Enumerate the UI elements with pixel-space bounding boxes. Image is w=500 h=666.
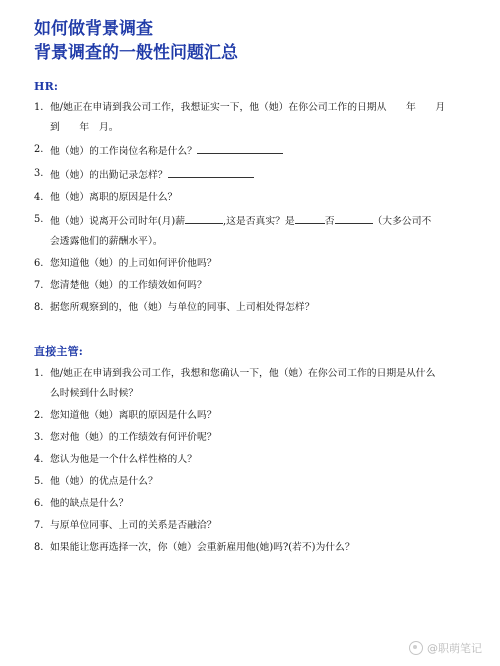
question-number: 7. xyxy=(34,280,44,291)
question-text: 您认为他是一个什么样性格的人？ xyxy=(50,454,197,465)
question-text-continued: 到 年 月。 xyxy=(50,122,119,133)
question-number: 1. xyxy=(34,368,44,379)
list-item xyxy=(34,519,466,533)
list-item xyxy=(34,143,466,159)
question-text: 他（她）的优点是什么？ xyxy=(50,476,158,487)
list-item xyxy=(34,167,466,183)
answer-blank[interactable] xyxy=(168,167,254,178)
question-number: 3. xyxy=(34,168,44,179)
list-item xyxy=(34,497,466,511)
question-number: 6. xyxy=(34,258,44,269)
list-item xyxy=(34,453,466,467)
yes-blank[interactable] xyxy=(295,213,325,224)
question-number: 6. xyxy=(34,498,44,509)
list-item xyxy=(34,541,466,555)
list-item xyxy=(34,301,466,315)
question-text: （大多公司不 xyxy=(372,216,432,227)
question-text: 他（她）的出勤记录怎样？ xyxy=(50,170,168,181)
question-number: 8. xyxy=(34,302,44,313)
question-text: 他（她）离职的原因是什么？ xyxy=(50,192,178,203)
answer-blank[interactable] xyxy=(197,143,283,154)
list-item xyxy=(34,213,466,249)
question-number: 5. xyxy=(34,214,44,225)
document-subtitle: 背景调查的一般性问题汇总 xyxy=(34,43,238,63)
list-item xyxy=(34,431,466,445)
question-text: 据您所观察到的，他（她）与单位的同事、上司相处得怎样？ xyxy=(50,302,315,313)
question-number: 1. xyxy=(34,102,44,113)
list-item xyxy=(34,367,466,401)
question-number: 5. xyxy=(34,476,44,487)
question-text: 他（她）的工作岗位名称是什么？ xyxy=(50,146,197,157)
watermark xyxy=(409,640,482,656)
salary-blank[interactable] xyxy=(185,213,223,224)
section-label-hr: HR: xyxy=(34,80,59,93)
watermark-text: @职萌笔记 xyxy=(427,642,482,655)
list-item xyxy=(34,279,466,293)
question-number: 2. xyxy=(34,144,44,155)
list-item xyxy=(34,101,466,135)
question-text: 他的缺点是什么？ xyxy=(50,498,129,509)
question-list-hr xyxy=(34,101,466,315)
question-text-continued: 么时候到什么时候？ xyxy=(50,388,139,399)
question-number: 4. xyxy=(34,192,44,203)
question-text: ,这是否真实？是 xyxy=(223,216,295,227)
question-text: 您对他（她）的工作绩效有何评价呢？ xyxy=(50,432,217,443)
question-list-supervisor xyxy=(34,367,466,555)
list-item xyxy=(34,409,466,423)
question-number: 7. xyxy=(34,520,44,531)
question-text: 他/她正在申请到我公司工作，我想证实一下，他（她）在你公司工作的日期从 年 月 xyxy=(50,102,446,113)
question-text: 您知道他（她）的上司如何评价他吗？ xyxy=(50,258,217,269)
question-text: 他（她）说离开公司时年(月)薪 xyxy=(50,216,186,227)
no-blank[interactable] xyxy=(335,213,373,224)
list-item xyxy=(34,475,466,489)
question-number: 8. xyxy=(34,542,44,553)
question-number: 4. xyxy=(34,454,44,465)
question-text: 他/她正在申请到我公司工作，我想和您确认一下，他（她）在你公司工作的日期是从什么 xyxy=(50,368,436,379)
question-text: 您知道他（她）离职的原因是什么吗？ xyxy=(50,410,217,421)
question-number: 3. xyxy=(34,432,44,443)
watermark-logo-icon xyxy=(409,641,423,655)
document-title: 如何做背景调查 xyxy=(34,19,153,39)
list-item xyxy=(34,191,466,205)
question-text: 您清楚他（她）的工作绩效如何吗？ xyxy=(50,280,207,291)
section-label-supervisor: 直接主管: xyxy=(34,345,84,358)
question-text: 与原单位同事、上司的关系是否融洽？ xyxy=(50,520,217,531)
list-item xyxy=(34,257,466,271)
question-text: 否 xyxy=(324,216,335,227)
question-text: 如果能让您再选择一次，你（她）会重新雇用他(她)吗?(若不)为什么？ xyxy=(50,542,355,553)
question-text-continued: 会透露他们的薪酬水平）。 xyxy=(50,236,163,247)
question-number: 2. xyxy=(34,410,44,421)
